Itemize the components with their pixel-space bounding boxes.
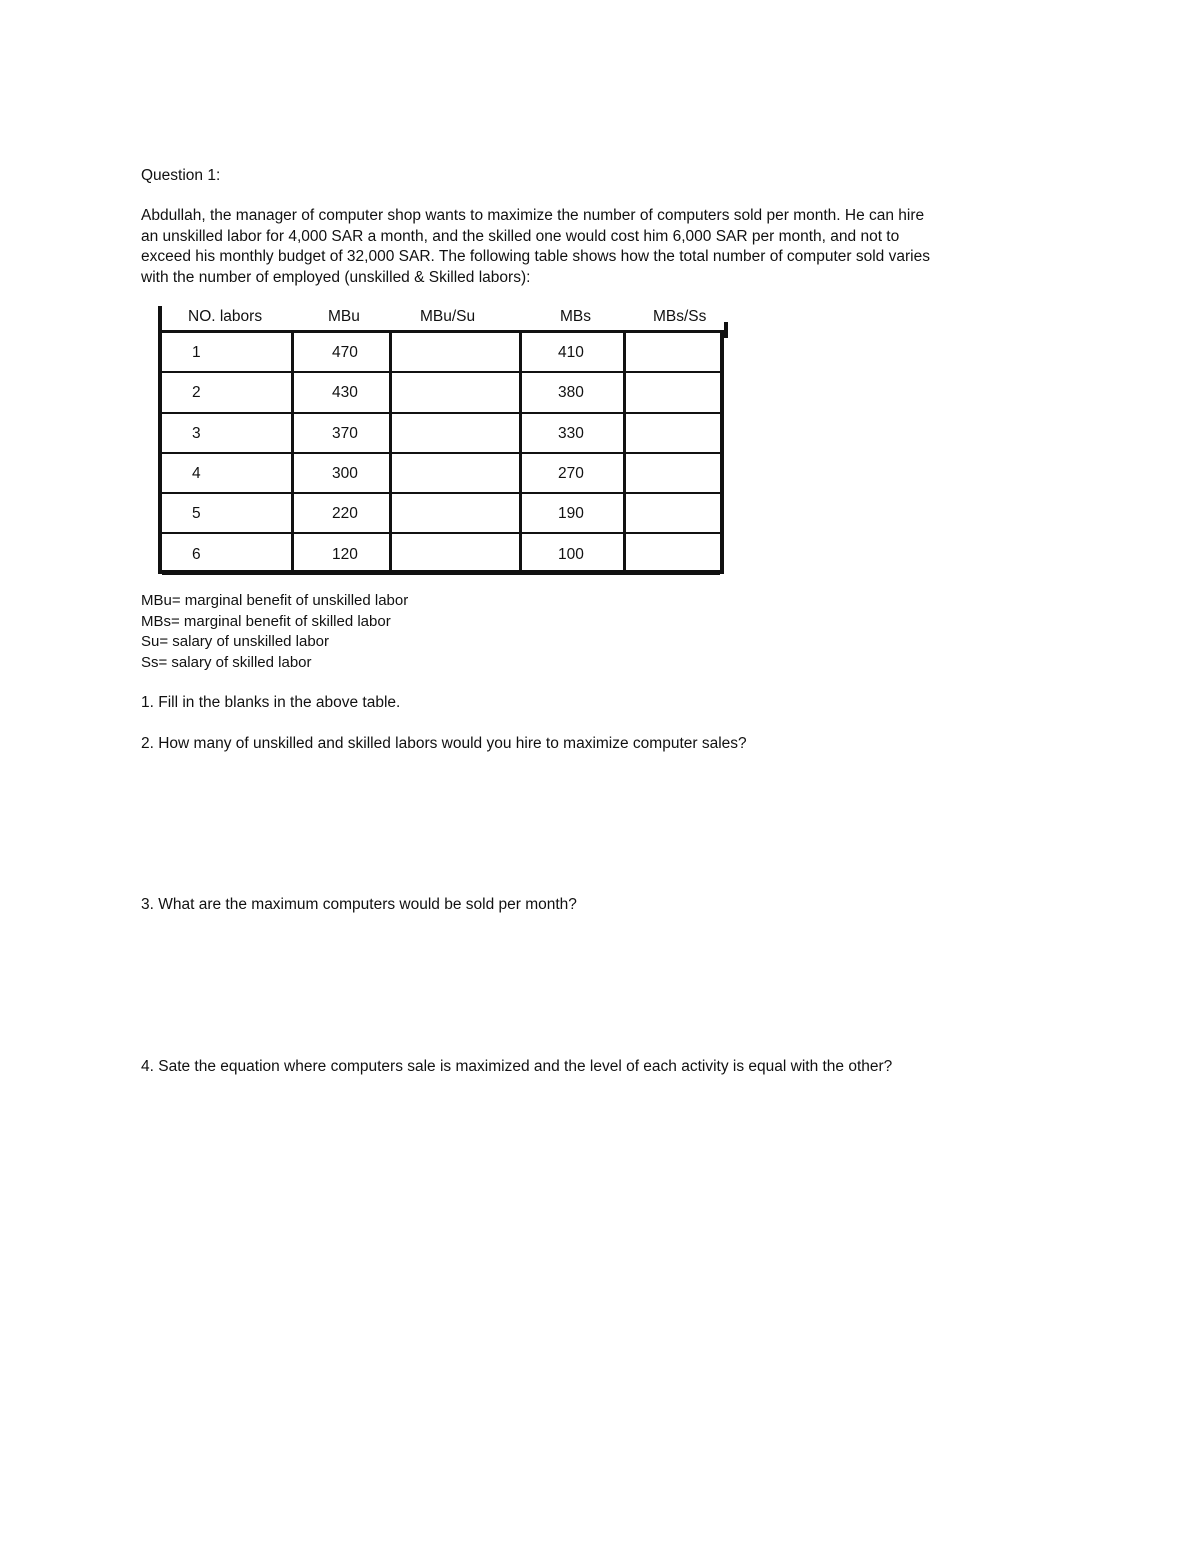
- table-cell: 270: [558, 464, 584, 482]
- intro-paragraph: [141, 206, 1061, 288]
- column-divider: [291, 333, 294, 570]
- table-cell: 190: [558, 505, 584, 523]
- table-cell: 470: [332, 344, 358, 361]
- table-cell: 6: [192, 545, 201, 563]
- legend-item: Ss= salary of skilled labor: [141, 653, 312, 671]
- question-3: 3. What are the maximum computers would be sold per month?: [141, 896, 577, 913]
- header-no-labors: NO. labors: [188, 308, 263, 325]
- legend-item: MBu= marginal benefit of unskilled labor: [141, 592, 409, 609]
- header-mbs: MBs: [560, 308, 591, 325]
- question-1: 1. Fill in the blanks in the above table.: [141, 694, 401, 711]
- table-cell: 410: [558, 344, 584, 361]
- labor-table: [158, 306, 728, 576]
- intro-line: exceed his monthly budget of 32,000 SAR. The following table shows how the total number of computer sold varies: [141, 248, 930, 265]
- table-cell: 430: [332, 384, 358, 402]
- intro-line: with the number of employed (unskilled & Skilled labors):: [141, 268, 531, 286]
- column-divider: [519, 333, 522, 570]
- table-row: [162, 373, 720, 413]
- table-cell: 3: [192, 424, 201, 442]
- legend-item: MBs= marginal benefit of skilled labor: [141, 612, 391, 630]
- table-cell: 100: [558, 545, 584, 563]
- table-cell: 330: [558, 424, 584, 442]
- column-divider: [389, 333, 392, 570]
- column-divider: [623, 333, 626, 570]
- table-cell: 5: [192, 505, 201, 523]
- question-4: 4. Sate the equation where computers sale is maximized and the level of each activity is equal with the other?: [141, 1058, 893, 1075]
- table-edge: [724, 322, 728, 338]
- question-2: 2. How many of unskilled and skilled labors would you hire to maximize computer sales?: [141, 735, 747, 752]
- header-mbu-su: MBu/Su: [420, 308, 476, 325]
- table-cell: 2: [192, 384, 201, 402]
- table-cell: 1: [192, 344, 201, 361]
- table-cell: 220: [332, 505, 358, 523]
- table-row: [162, 414, 720, 454]
- intro-line: Abdullah, the manager of computer shop wants to maximize the number of computers sold per month. He can hire: [141, 207, 925, 224]
- table-cell: 120: [332, 545, 358, 563]
- intro-line: an unskilled labor for 4,000 SAR a month, and the skilled one would cost him 6,000 SAR per month, and not to: [141, 227, 900, 245]
- table-body: [158, 330, 724, 574]
- table-row: [162, 494, 720, 534]
- table-row: [162, 333, 720, 373]
- question-title: Question 1:: [141, 167, 221, 184]
- header-mbu: MBu: [328, 308, 360, 325]
- header-mbs-ss: MBs/Ss: [653, 308, 707, 325]
- table-cell: 300: [332, 464, 358, 482]
- legend-item: Su= salary of unskilled labor: [141, 633, 330, 650]
- legend: [141, 591, 408, 673]
- table-cell: 370: [332, 424, 358, 442]
- table-cell: 380: [558, 384, 584, 402]
- table-row: [162, 454, 720, 494]
- table-row: [162, 535, 720, 575]
- table-cell: 4: [192, 464, 201, 482]
